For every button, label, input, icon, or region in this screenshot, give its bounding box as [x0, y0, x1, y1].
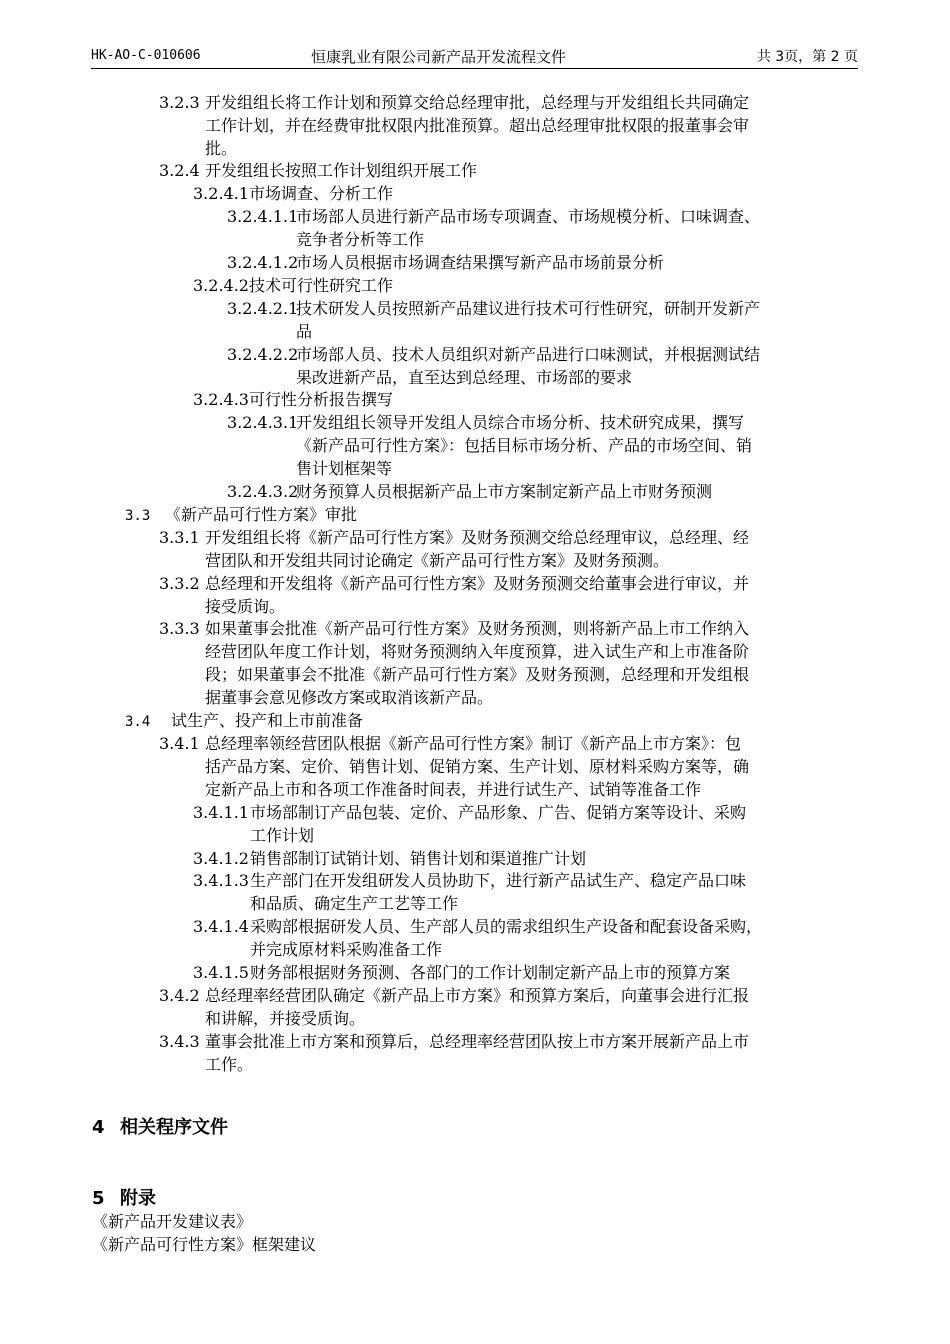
clause-number: 3.2.4.1	[193, 184, 249, 203]
clause-3-2-3	[159, 92, 749, 114]
clause-continuation: 括产品方案、定价、销售计划、促销方案、生产计划、原材料采购方案等，确	[205, 757, 750, 776]
clause-continuation: 和品质、确定生产工艺等工作	[250, 894, 459, 913]
section-number: 5	[92, 1188, 105, 1209]
clause-continuation: 工作计划，并在经费审批权限内批准预算。超出总经理审批权限的报董事会审	[205, 116, 750, 135]
clause-text: 市场调查、分析工作	[249, 184, 394, 203]
page-indicator: 共 3页，第 2 页	[756, 49, 858, 65]
clause-number: 3.4.1.3	[193, 871, 249, 890]
clause-text: 试生产、投产和上市前准备	[171, 711, 364, 730]
clause-3-2-4	[159, 160, 477, 182]
clause-number: 3.3.2	[159, 574, 200, 593]
clause-continuation: 工作。	[205, 1055, 254, 1074]
clause-text: 市场部制订产品包装、定价、产品形象、广告、促销方案等设计、采购	[250, 803, 747, 822]
clause-3-2-4-3-1	[227, 412, 744, 434]
clause-number: 3.4.1.1	[193, 803, 249, 822]
clause-3-2-4-3	[193, 389, 393, 411]
clause-text: 总经理率经营团队确定《新产品上市方案》和预算方案后，向董事会进行汇报	[205, 986, 750, 1005]
clause-number: 3.4.1	[159, 734, 200, 753]
clause-number: 3.4.1.4	[193, 917, 249, 936]
clause-number: 3.2.4.3	[193, 390, 249, 409]
clause-3-4-1-2	[193, 848, 586, 870]
clause-text: 如果董事会批准《新产品可行性方案》及财务预测，则将新产品上市工作纳入	[205, 619, 750, 638]
clause-text: 可行性分析报告撰写	[249, 390, 394, 409]
clause-number: 3.4.3	[159, 1032, 200, 1051]
clause-number: 3.4.1.2	[193, 849, 249, 868]
clause-3-3-3	[159, 618, 749, 640]
clause-continuation: 批。	[205, 139, 238, 158]
clause-continuation: 竞争者分析等工作	[296, 230, 425, 249]
clause-continuation: 工作计划	[250, 826, 315, 845]
section-title: 相关程序文件	[120, 1117, 228, 1138]
clause-number: 3.3.3	[159, 619, 200, 638]
clause-continuation: 品	[296, 322, 313, 341]
clause-text: 《新产品可行性方案》审批	[165, 505, 358, 524]
clause-continuation: 售计划框架等	[296, 459, 393, 478]
clause-text: 总经理率领经营团队根据《新产品可行性方案》制订《新产品上市方案》：包	[205, 734, 742, 753]
clause-3-4-1-3	[193, 870, 746, 892]
clause-number: 3.2.4.2	[193, 276, 249, 295]
clause-3-2-4-1-2	[227, 252, 664, 274]
section-title: 附录	[120, 1188, 156, 1209]
clause-continuation: 《新产品可行性方案》：包括目标市场分析、产品的市场空间、销	[296, 436, 753, 455]
clause-number: 3.2.4.1.2	[227, 253, 299, 272]
clause-text: 采购部根据研发人员、生产部人员的需求组织生产设备和配套设备采购，	[250, 917, 763, 936]
clause-3-4-1-5	[193, 962, 730, 984]
clause-text: 生产部门在开发组研发人员协助下，进行新产品试生产、稳定产品口味	[250, 871, 747, 890]
clause-text: 总经理和开发组将《新产品可行性方案》及财务预测交给董事会进行审议，并	[205, 574, 750, 593]
clause-number: 3.2.4.1.1	[227, 207, 299, 226]
clause-text: 市场部人员进行新产品市场专项调查、市场规模分析、口味调查、	[296, 207, 761, 226]
clause-3-3-2	[159, 573, 749, 595]
section-3-4	[125, 710, 363, 733]
section-heading-5	[92, 1184, 156, 1210]
appendix-item: 《新产品可行性方案》框架建议	[92, 1235, 317, 1254]
clause-3-2-4-2	[193, 275, 393, 297]
clause-3-2-4-2-1	[227, 298, 760, 320]
clause-3-4-3	[159, 1031, 749, 1053]
clause-number: 3.2.3	[159, 93, 200, 112]
section-heading-4	[92, 1113, 228, 1139]
clause-text: 技术可行性研究工作	[249, 276, 394, 295]
clause-3-2-4-2-2	[227, 344, 760, 366]
clause-3-4-1	[159, 733, 741, 755]
clause-text: 销售部制订试销计划、销售计划和渠道推广计划	[250, 849, 587, 868]
clause-3-4-1-1	[193, 802, 746, 824]
clause-number: 3.4.2	[159, 986, 200, 1005]
clause-number: 3.4.1.5	[193, 963, 249, 982]
clause-continuation: 接受质询。	[205, 597, 286, 616]
clause-continuation: 营团队和开发组共同讨论确定《新产品可行性方案》及财务预测。	[205, 551, 670, 570]
clause-number: 3.3	[125, 508, 151, 524]
clause-text: 开发组组长将工作计划和预算交给总经理审批，总经理与开发组组长共同确定	[205, 93, 750, 112]
document-code: HK-AO-C-010606	[91, 48, 201, 63]
clause-3-2-4-1-1	[227, 206, 760, 228]
clause-continuation: 经营团队年度工作计划，将财务预测纳入年度预算，进入试生产和上市准备阶	[205, 642, 750, 661]
clause-text: 技术研发人员按照新产品建议进行技术可行性研究，研制开发新产	[296, 299, 761, 318]
clause-number: 3.2.4.2.2	[227, 345, 299, 364]
clause-3-3-1	[159, 527, 749, 549]
clause-number: 3.2.4.2.1	[227, 299, 299, 318]
clause-text: 开发组组长将《新产品可行性方案》及财务预测交给总经理审议，总经理、经	[205, 528, 750, 547]
clause-text: 董事会批准上市方案和预算后，总经理率经营团队按上市方案开展新产品上市	[205, 1032, 750, 1051]
clause-continuation: 果改进新产品，直至达到总经理、市场部的要求	[296, 368, 633, 387]
section-number: 4	[92, 1117, 105, 1138]
clause-number: 3.4	[125, 714, 151, 730]
clause-text: 开发组组长领导开发组人员综合市场分析、技术研究成果，撰写	[296, 413, 745, 432]
clause-text: 市场人员根据市场调查结果撰写新产品市场前景分析	[296, 253, 665, 272]
clause-text: 开发组组长按照工作计划组织开展工作	[205, 161, 478, 180]
page-header	[91, 44, 858, 69]
clause-continuation: 并完成原材料采购准备工作	[250, 940, 443, 959]
clause-number: 3.2.4.3.1	[227, 413, 299, 432]
clause-continuation: 段；如果董事会不批准《新产品可行性方案》及财务预测，总经理和开发组根	[205, 665, 750, 684]
section-3-3	[125, 504, 357, 527]
clause-number: 3.2.4.3.2	[227, 482, 299, 501]
clause-3-2-4-3-2	[227, 481, 712, 503]
document-title: 恒康乳业有限公司新产品开发流程文件	[311, 48, 567, 66]
clause-continuation: 和讲解，并接受质询。	[205, 1009, 366, 1028]
clause-continuation: 定新产品上市和各项工作准备时间表，并进行试生产、试销等准备工作	[205, 780, 702, 799]
clause-text: 财务部根据财务预测、各部门的工作计划制定新产品上市的预算方案	[250, 963, 731, 982]
clause-number: 3.3.1	[159, 528, 200, 547]
clause-3-4-1-4	[193, 916, 762, 938]
appendix-item: 《新产品开发建议表》	[92, 1212, 253, 1231]
clause-3-2-4-1	[193, 183, 393, 205]
clause-number: 3.2.4	[159, 161, 200, 180]
clause-3-4-2	[159, 985, 749, 1007]
clause-continuation: 据董事会意见修改方案或取消该新产品。	[205, 688, 494, 707]
clause-text: 财务预算人员根据新产品上市方案制定新产品上市财务预测	[296, 482, 713, 501]
clause-text: 市场部人员、技术人员组织对新产品进行口味测试，并根据测试结	[296, 345, 761, 364]
